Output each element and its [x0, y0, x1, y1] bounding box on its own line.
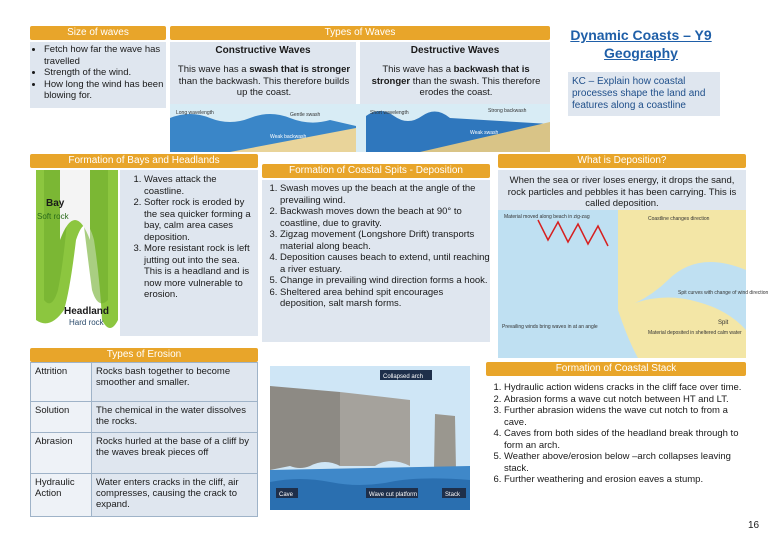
- spits-steps: [262, 183, 490, 310]
- stack-step: 5. Weather above/erosion below –arch collapses leaving stack.: [504, 451, 752, 474]
- wave-label: Short wavelength: [370, 110, 409, 116]
- destructive-pre: This wave has a: [382, 64, 451, 75]
- bays-header: Formation of Bays and Headlands: [30, 154, 258, 168]
- wind-item: • How long the wind has been blowing for.: [44, 79, 164, 102]
- spits-step: 5. Change in prevailing wind direction forms a hook.: [280, 275, 490, 287]
- course-title: Dynamic Coasts – Y9 Geography: [570, 27, 712, 61]
- spits-step: 1. Swash moves up the beach at the angle of the prevailing wind.: [280, 183, 490, 206]
- size-of-waves-header: Size of waves: [30, 26, 166, 40]
- destructive-post: than the swash. This therefore erodes the coast.: [412, 75, 541, 98]
- stack-step: 2. Abrasion forms a wave cut notch between HT and LT.: [504, 394, 752, 406]
- coastal-stack-image: [270, 366, 470, 510]
- erosion-desc: Rocks bash together to become smoother and smaller.: [92, 363, 258, 402]
- stack-steps: [486, 382, 752, 486]
- spit-label: Material moved along beach in zig-zag: [504, 214, 590, 220]
- bay-label: Bay: [46, 198, 65, 209]
- headland-label: Headland: [64, 306, 110, 317]
- constructive-pre: This wave has a: [177, 64, 247, 75]
- stack-step: 3. Further abrasion widens the wave cut notch to from a cave.: [504, 405, 752, 428]
- erosion-desc: The chemical in the water dissolves the rocks.: [92, 402, 258, 433]
- wave-label: Weak swash: [470, 130, 499, 136]
- erosion-type: Hydraulic Action: [31, 474, 92, 517]
- wave-diagrams-image: [170, 104, 550, 152]
- erosion-desc: Water enters cracks in the cliff, air compresses, causing the crack to expand.: [92, 474, 258, 517]
- wave-label: Long wavelength: [176, 110, 214, 116]
- erosion-table: [30, 362, 258, 517]
- constructive-post: than the backwash. This therefore builds up the coast.: [178, 75, 350, 98]
- spits-step: 6. Sheltered area behind spit encourages deposition, salt marsh forms.: [280, 287, 490, 310]
- stack-header: Formation of Coastal Stack: [486, 362, 746, 376]
- wind-item: • Fetch how far the wave has travelled: [44, 44, 164, 67]
- erosion-type: Solution: [31, 402, 92, 433]
- destructive-text: [366, 64, 546, 99]
- constructive-bold: swash that is stronger: [249, 64, 351, 75]
- types-of-waves-header: Types of Waves: [170, 26, 550, 40]
- spit-label: Spit: [718, 320, 729, 326]
- stack-step: 6. Further weathering and erosion eaves a stump.: [504, 474, 752, 486]
- bays-step: 3. More resistant rock is left jutting out into the sea. This is a headland and is now more vulnerable to erosion.: [144, 243, 258, 301]
- page-number: 16: [748, 520, 760, 531]
- deposition-panel: When the sea or river loses energy, it drops the sand, rock particles and pebbles it has been carrying. This is called deposition.: [498, 170, 746, 210]
- table-row: [31, 433, 258, 474]
- spit-label: Material deposited in sheltered calm water: [648, 330, 742, 336]
- spit-label: Prevailing winds bring waves in at an angle: [502, 324, 598, 330]
- stack-label-cave: Cave: [279, 492, 294, 498]
- soft-rock-label: Soft rock: [37, 212, 69, 221]
- spit-diagram-image: [498, 210, 769, 358]
- bays-step: 2. Softer rock is eroded by the sea quicker forming a bay, calm area cases deposition.: [144, 197, 258, 243]
- erosion-type: Abrasion: [31, 433, 92, 474]
- kc-panel: KC – Explain how coastal processes shape the land and features along a coastline: [568, 72, 720, 116]
- table-row: [31, 363, 258, 402]
- destructive-bold: backwash that is stronger: [371, 64, 530, 87]
- spits-step: 3. Zigzag movement (Longshore Drift) transports material along beach.: [280, 229, 490, 252]
- bays-step: 1. Waves attack the coastline.: [144, 174, 258, 197]
- spit-label: Coastline changes direction: [648, 216, 710, 222]
- stack-step: 4. Caves from both sides of the headland break through to form an arch.: [504, 428, 752, 451]
- spit-label: Spit curves with change of wind direction: [678, 290, 769, 296]
- erosion-desc: Rocks hurled at the base of a cliff by the waves break pieces off: [92, 433, 258, 474]
- stack-step: 1. Hydraulic action widens cracks in the cliff face over time.: [504, 382, 752, 394]
- wave-label: Gentle swash: [290, 112, 321, 118]
- stack-label-stack: Stack: [445, 492, 461, 498]
- wave-label: Weak backwash: [270, 134, 307, 140]
- spits-step: 4. Deposition causes beach to extend, until reaching a river estuary.: [280, 252, 490, 275]
- erosion-header: Types of Erosion: [30, 348, 258, 362]
- size-of-waves-panel: [30, 42, 166, 108]
- spits-step: 2. Backwash moves down the beach at 90° to coastline, due to gravity.: [280, 206, 490, 229]
- spits-header: Formation of Coastal Spits - Deposition: [262, 164, 490, 178]
- hard-rock-label: Hard rock: [69, 318, 104, 327]
- erosion-type: Attrition: [31, 363, 92, 402]
- table-row: [31, 402, 258, 433]
- wave-label: Strong backwash: [488, 108, 527, 114]
- deposition-header: What is Deposition?: [498, 154, 746, 168]
- bays-steps: [126, 174, 258, 301]
- wind-item: • Strength of the wind.: [44, 67, 164, 79]
- stack-label-collapsed-arch: Collapsed arch: [383, 374, 424, 380]
- stack-label-wave-cut: Wave cut platform: [369, 492, 418, 498]
- constructive-title: Constructive Waves: [215, 45, 311, 56]
- destructive-title: Destructive Waves: [410, 45, 500, 56]
- constructive-text: [176, 64, 352, 99]
- table-row: [31, 474, 258, 517]
